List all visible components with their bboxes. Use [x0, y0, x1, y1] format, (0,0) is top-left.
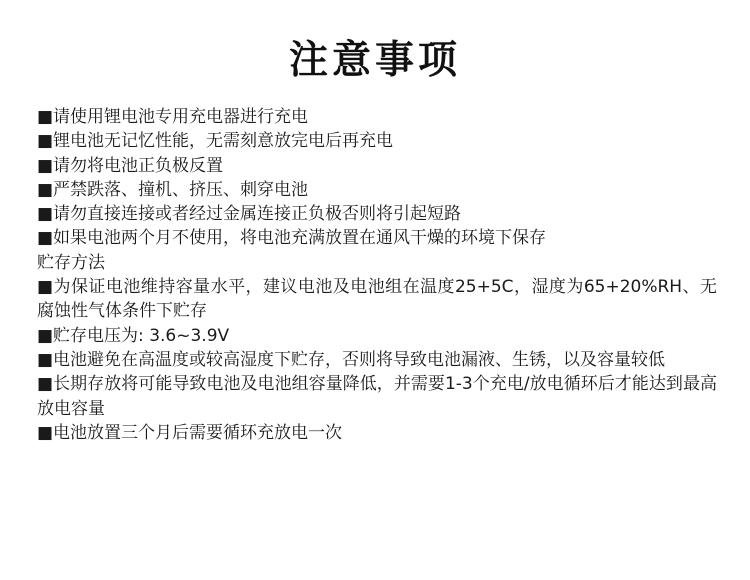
note-item-polarity: ■请勿将电池正负极反置: [37, 155, 224, 176]
note-item-charger: ■请使用锂电池专用充电器进行充电: [37, 107, 309, 127]
storage-method-heading: 贮存方法: [37, 252, 105, 273]
note-item-avoid-heat-humidity: ■电池避免在高温度或较高湿度下贮存，否则将导致电池漏液、生锈，以及容量较低: [37, 349, 666, 370]
note-item-no-memory: ■锂电池无记忆性能，无需刻意放完电后再充电: [37, 131, 394, 152]
notes-list: [37, 105, 717, 445]
note-item-short-circuit: ■请勿直接连接或者经过金属连接正负极否则将引起短路: [37, 204, 462, 225]
note-item-no-damage: ■严禁跌落、撞机、挤压、刺穿电池: [37, 179, 309, 200]
note-item-cycle-every-three-months: ■电池放置三个月后需要循环充放电一次: [37, 422, 343, 443]
note-item-long-storage: ■如果电池两个月不使用，将电池充满放置在通风干燥的环境下保存: [37, 228, 547, 249]
note-item-storage-voltage: ■贮存电压为: 3.6~3.9V: [37, 325, 230, 346]
page-title: 注意事项: [288, 38, 461, 83]
note-item-capacity-loss: ■长期存放将可能导致电池及电池组容量降低，并需要1-3个充电/放电循环后才能达到最高放电容量: [37, 374, 717, 419]
note-item-storage-conditions: ■为保证电池维持容量水平，建议电池及电池组在温度25+5C，湿度为65+20%RH、无腐蚀性气体条件下贮存: [37, 277, 717, 322]
